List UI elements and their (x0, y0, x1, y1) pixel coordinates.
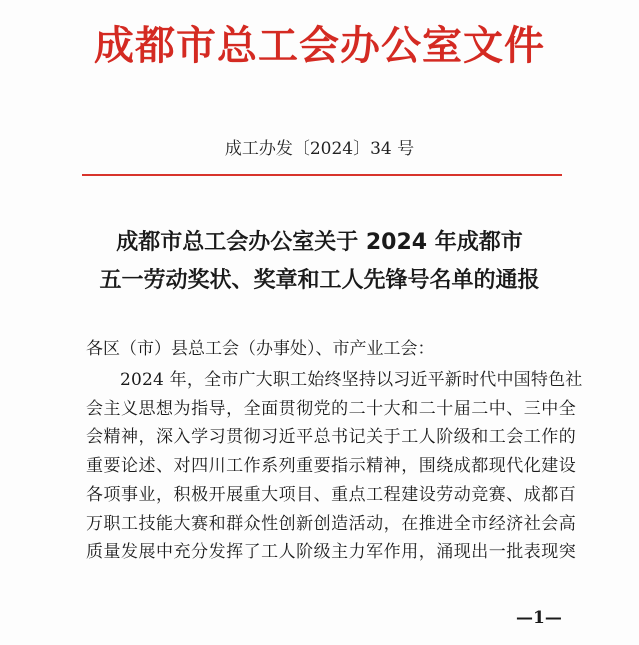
body-paragraph (86, 366, 583, 567)
notice-title (0, 224, 639, 300)
body-line: 重要论述、对四川工作系列重要指示精神，围绕成都现代化建设 (86, 456, 576, 477)
body-line: 会精神，深入学习贯彻习近平总书记关于工人阶级和工会工作的 (86, 427, 576, 448)
body-line: 会主义思想为指导，全面贯彻党的二十大和二十届二中、三中全 (86, 398, 576, 419)
body-line: 各项事业，积极开展重大项目、重点工程建设劳动竞赛、成都百 (86, 484, 576, 505)
body-line: 2024 年，全市广大职工始终坚持以习近平新时代中国特色社 (120, 370, 583, 390)
notice-title-line-1: 成都市总工会办公室关于 2024 年成都市 (116, 230, 523, 255)
salutation: 各区（市）县总工会（办事处）、市产业工会： (86, 339, 435, 359)
notice-title-line-2: 五一劳动奖状、奖章和工人先锋号名单的通报 (99, 268, 540, 293)
body-line: 质量发展中充分发挥了工人阶级主力军作用，涌现出一批表现突 (86, 542, 576, 563)
red-divider-line (82, 174, 562, 176)
body-line: 万职工技能大赛和群众性创新创造活动，在推进全市经济社会高 (86, 513, 576, 534)
document-number: 成工办发〔2024〕34 号 (224, 139, 415, 159)
page-number: —1— (516, 608, 562, 628)
organization-header: 成都市总工会办公室文件 (94, 23, 545, 69)
